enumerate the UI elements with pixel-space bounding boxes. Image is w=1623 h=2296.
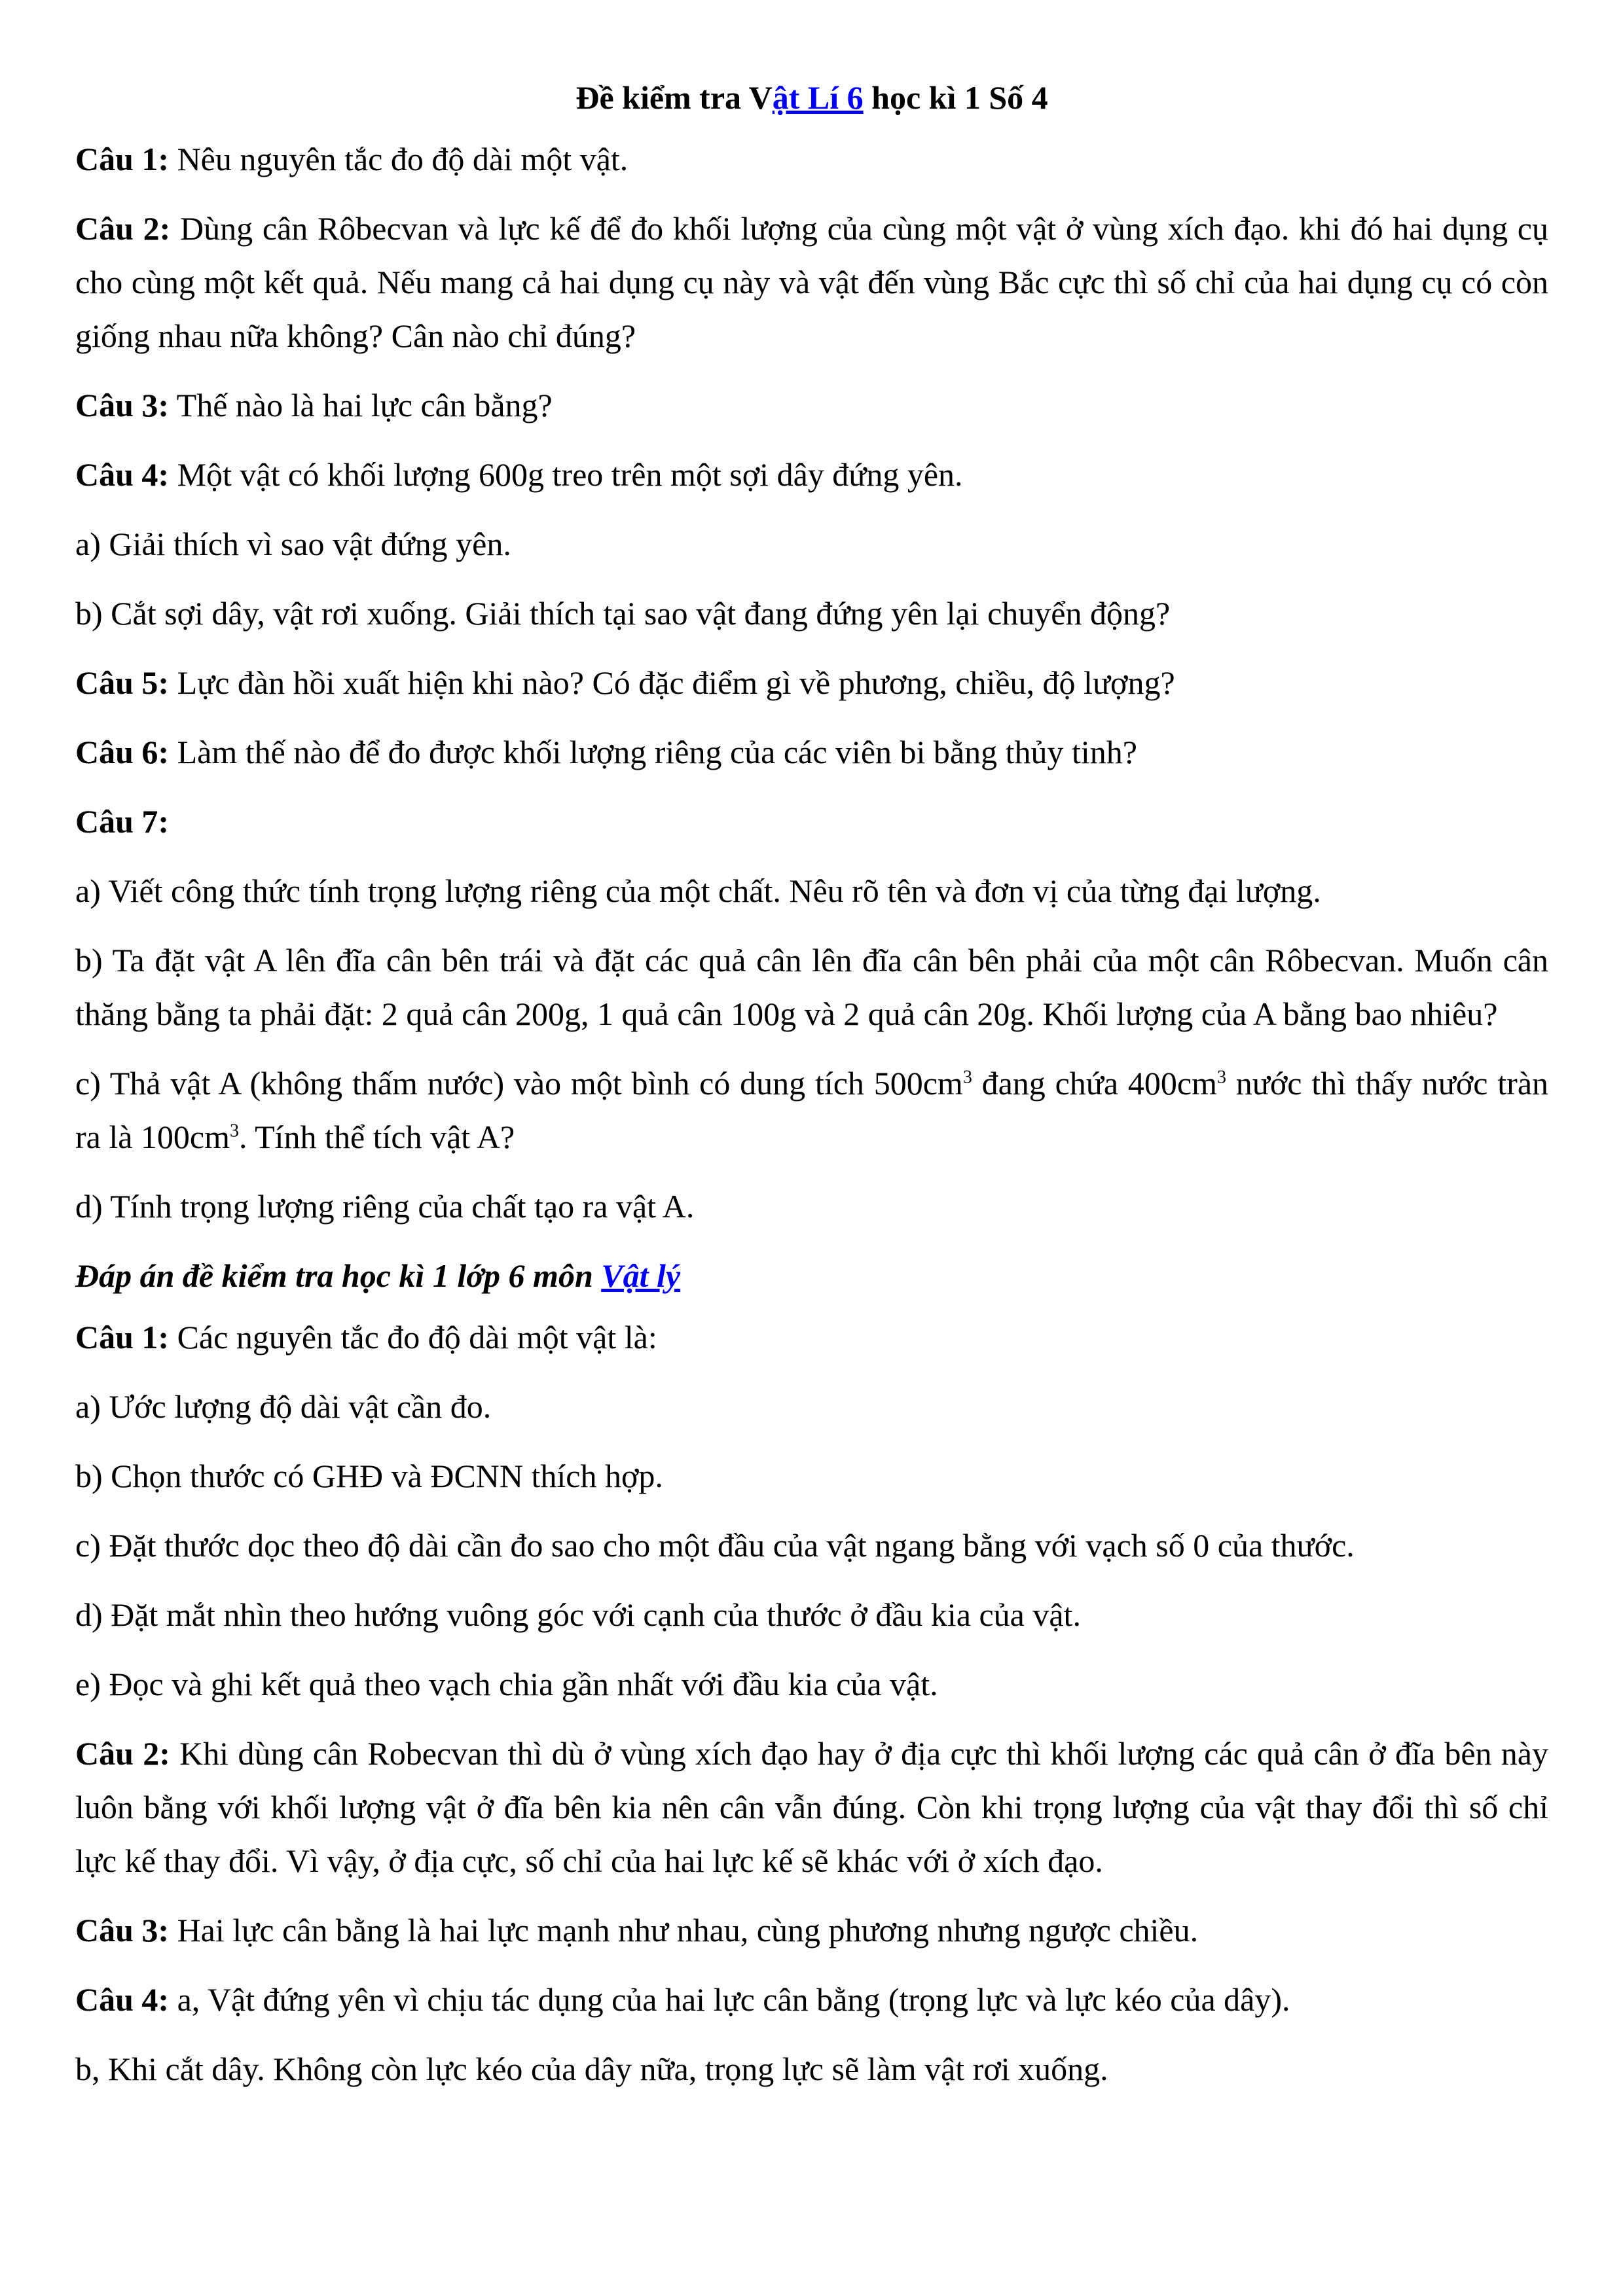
question-4: Câu 4: Một vật có khối lượng 600g treo trên một sợi dây đứng yên. bbox=[75, 456, 963, 493]
question-7b: b) Ta đặt vật A lên đĩa cân bên trái và đặt các quả cân lên đĩa cân bên phải của một cân Rôbecvan. Muốn cân thăng bằng ta phải đặt: 2 quả cân 200g, 1 quả cân 100g và 2 quả cân 20g. Khối lượng của A bằng bao nhiêu? bbox=[75, 942, 1548, 1032]
exam-title-suffix: học kì 1 Số 4 bbox=[863, 79, 1048, 116]
answers-title-text: Đáp án đề kiểm tra học kì 1 lớp 6 môn bbox=[75, 1257, 602, 1294]
answer-1: Câu 1: Các nguyên tắc đo độ dài một vật là: bbox=[75, 1319, 657, 1355]
question-5: Câu 5: Lực đàn hồi xuất hiện khi nào? Có đặc điểm gì về phương, chiều, độ lượng? bbox=[75, 664, 1175, 701]
superscript: 3 bbox=[230, 1121, 240, 1141]
question-7d: d) Tính trọng lượng riêng của chất tạo ra vật A. bbox=[75, 1188, 695, 1225]
superscript: 3 bbox=[962, 1067, 972, 1088]
answer-1a: a) Ước lượng độ dài vật cần đo. bbox=[75, 1388, 492, 1425]
answer-1b: b) Chọn thước có GHĐ và ĐCNN thích hợp. bbox=[75, 1458, 663, 1494]
vat-li-6-link[interactable]: ật Lí 6 bbox=[772, 79, 864, 116]
exam-title bbox=[75, 71, 1548, 124]
answer-2: Câu 2: Khi dùng cân Robecvan thì dù ở vùng xích đạo hay ở địa cực thì khối lượng các quả cân ở đĩa bên này luôn bằng với khối lượng vật ở đĩa bên kia nên cân vẫn đúng. Còn khi trọng lượng của vật thay đổi thì số chỉ lực kế thay đổi. Vì vậy, ở địa cực, số chỉ của hai lực kế sẽ khác với ở xích đạo. bbox=[75, 1735, 1548, 1879]
answer-1c: c) Đặt thước dọc theo độ dài cần đo sao cho một đầu của vật ngang bằng với vạch số 0 của thước. bbox=[75, 1527, 1355, 1564]
question-7: Câu 7: bbox=[75, 803, 170, 840]
superscript: 3 bbox=[1216, 1067, 1226, 1088]
question-1: Câu 1: Nêu nguyên tắc đo độ dài một vật. bbox=[75, 141, 629, 177]
answer-1d: d) Đặt mắt nhìn theo hướng vuông góc với cạnh của thước ở đầu kia của vật. bbox=[75, 1596, 1081, 1633]
question-7c: c) Thả vật A (không thấm nước) vào một bình có dung tích $500cm^3$ đang chứa $400cm^3$ nước thì thấy nước tràn ra là $100cm^3$. Tính thể tích vật A? bbox=[75, 1065, 1549, 1155]
question-6: Câu 6: Làm thế nào để đo được khối lượng riêng của các viên bi bằng thủy tinh? bbox=[75, 734, 1137, 770]
answer-4: Câu 4: a, Vật đứng yên vì chịu tác dụng của hai lực cân bằng (trọng lực và lực kéo của dây). bbox=[75, 1981, 1290, 2018]
question-7a: a) Viết công thức tính trọng lượng riêng của một chất. Nêu rõ tên và đơn vị của từng đại lượng. bbox=[75, 872, 1321, 909]
exam-title-text: Đề kiểm tra V bbox=[575, 79, 773, 116]
answers-title bbox=[75, 1249, 1548, 1302]
answer-3: Câu 3: Hai lực cân bằng là hai lực mạnh như nhau, cùng phương nhưng ngược chiều. bbox=[75, 1912, 1199, 1948]
answer-4b: b, Khi cắt dây. Không còn lực kéo của dây nữa, trọng lực sẽ làm vật rơi xuống. bbox=[75, 2051, 1108, 2087]
question-3: Câu 3: Thế nào là hai lực cân bằng? bbox=[75, 387, 553, 423]
question-4b: b) Cắt sợi dây, vật rơi xuống. Giải thích tại sao vật đang đứng yên lại chuyển động? bbox=[75, 595, 1171, 632]
question-4a: a) Giải thích vì sao vật đứng yên. bbox=[75, 526, 511, 562]
answer-1e: e) Đọc và ghi kết quả theo vạch chia gần nhất với đầu kia của vật. bbox=[75, 1666, 938, 1702]
question-2: Câu 2: Dùng cân Rôbecvan và lực kế để đo khối lượng của cùng một vật ở vùng xích đạo. khi đó hai dụng cụ cho cùng một kết quả. Nếu mang cả hai dụng cụ này và vật đến vùng Bắc cực thì số chỉ của hai dụng cụ có còn giống nhau nữa không? Cân nào chỉ đúng? bbox=[75, 210, 1548, 354]
vat-ly-link[interactable]: Vật lý bbox=[601, 1257, 681, 1294]
document-page bbox=[75, 0, 1548, 2096]
